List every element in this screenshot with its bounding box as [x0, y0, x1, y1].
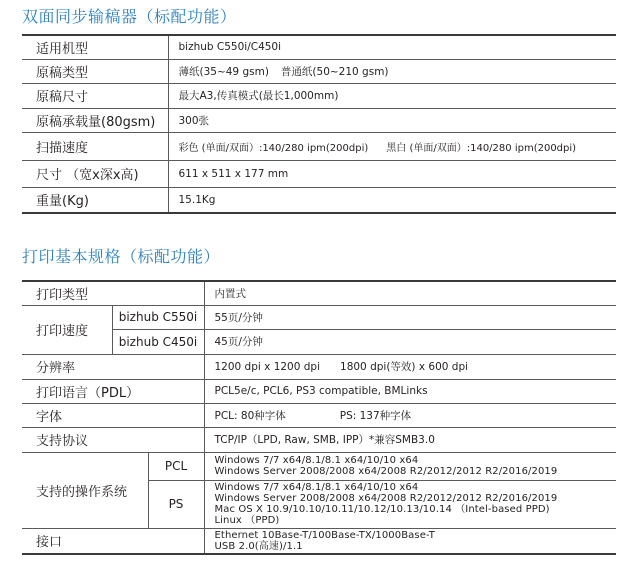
table-row — [22, 329, 616, 354]
row-value: 45页/分钟 — [204, 329, 616, 354]
table-row — [22, 403, 616, 427]
row-value — [168, 132, 616, 160]
table-row — [22, 427, 616, 452]
os-driver-label: PS — [148, 480, 204, 528]
table-row — [22, 132, 616, 160]
row-label: 原稿尺寸 — [22, 83, 168, 108]
table-row — [22, 305, 616, 329]
os-driver-label: PCL — [148, 452, 204, 480]
os-list — [204, 452, 616, 480]
print-spec-table — [22, 280, 616, 555]
table-row — [22, 59, 616, 83]
row-label: 打印类型 — [22, 281, 204, 305]
row-value: 300张 — [168, 108, 616, 132]
row-value: 最大A3,传真模式(最长1,000mm) — [168, 83, 616, 108]
row-label: 字体 — [22, 403, 204, 427]
table-row — [22, 452, 616, 480]
table-row — [22, 35, 616, 59]
row-value — [204, 403, 616, 427]
value-part: PCL: 80种字体 — [214, 409, 286, 422]
row-label: 重量(Kg) — [22, 187, 168, 213]
value-part: 黑白 (单面/双面）:140/280 ipm(200dpi) — [386, 142, 577, 154]
row-label: 打印速度 — [22, 305, 112, 354]
table-row — [22, 160, 616, 187]
model-label: bizhub C550i — [112, 305, 204, 329]
row-label: 扫描速度 — [22, 132, 168, 160]
table-row — [22, 108, 616, 132]
interface-line: Ethernet 10Base-T/100Base-TX/1000Base-T — [214, 529, 435, 541]
row-label: 接口 — [22, 528, 204, 554]
interface-line: USB 2.0(高速)/1.1 — [214, 540, 303, 552]
value-part: PS: 137种字体 — [339, 409, 412, 422]
table-row — [22, 187, 616, 213]
os-line: Mac OS X 10.9/10.10/10.11/10.12/10.13/10.14 （Intel-based PPD) — [214, 504, 550, 515]
adf-spec-table — [22, 34, 616, 214]
row-label: 适用机型 — [22, 35, 168, 59]
value-part: 1200 dpi x 1200 dpi — [214, 361, 321, 373]
row-value: 内置式 — [204, 281, 616, 305]
row-label: 打印语言（PDL） — [22, 379, 204, 403]
table-row — [22, 83, 616, 108]
os-line: Windows Server 2008/2008 x64/2008 R2/2012/2012 R2/2016/2019 — [214, 493, 558, 504]
row-label: 支持的操作系统 — [22, 452, 148, 528]
value-part: 薄纸(35~49 gsm) — [178, 65, 269, 78]
row-value: 15.1Kg — [168, 187, 616, 213]
row-value: 611 x 511 x 177 mm — [168, 160, 616, 187]
row-label: 支持协议 — [22, 427, 204, 452]
row-value: PCL5e/c, PCL6, PS3 compatible, BMLinks — [204, 379, 616, 403]
os-list — [204, 480, 616, 528]
row-label: 尺寸 （宽x深x高) — [22, 160, 168, 187]
table-row — [22, 528, 616, 554]
table-row — [22, 354, 616, 379]
row-label: 原稿承载量(80gsm) — [22, 108, 168, 132]
row-value: TCP/IP（LPD, Raw, SMB, IPP）*兼容SMB3.0 — [204, 427, 616, 452]
os-line: Linux （PPD) — [214, 515, 280, 526]
row-value — [168, 59, 616, 83]
row-value: bizhub C550i/C450i — [168, 35, 616, 59]
row-label: 分辨率 — [22, 354, 204, 379]
table-row — [22, 281, 616, 305]
section-title-adf: 双面同步输稿器（标配功能） — [22, 7, 237, 26]
os-line: Windows 7/7 x64/8.1/8.1 x64/10/10 x64 — [214, 482, 419, 493]
value-part: 1800 dpi(等效) x 600 dpi — [340, 361, 469, 373]
table-row — [22, 379, 616, 403]
row-value — [204, 354, 616, 379]
row-label: 原稿类型 — [22, 59, 168, 83]
model-label: bizhub C450i — [112, 329, 204, 354]
section-title-print: 打印基本规格（标配功能） — [22, 247, 221, 266]
value-part: 普通纸(50~210 gsm) — [280, 65, 389, 78]
value-part: 彩色 (单面/双面）:140/280 ipm(200dpi) — [178, 142, 369, 154]
os-line: Windows 7/7 x64/8.1/8.1 x64/10/10 x64 — [214, 455, 419, 466]
os-line: Windows Server 2008/2008 x64/2008 R2/2012/2012 R2/2016/2019 — [214, 466, 558, 477]
interface-list — [204, 528, 616, 554]
row-value: 55页/分钟 — [204, 305, 616, 329]
